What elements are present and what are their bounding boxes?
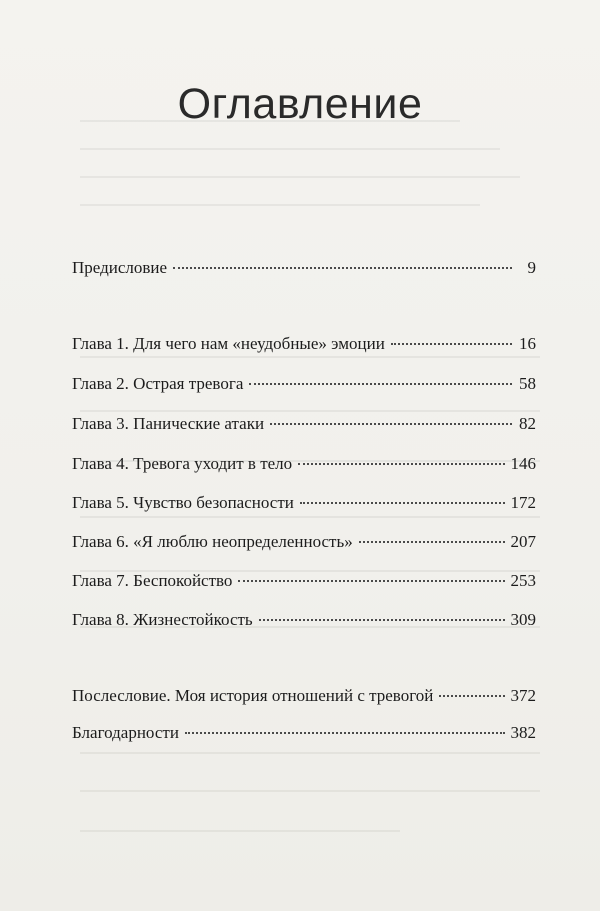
- show-through-line: [80, 176, 520, 178]
- toc-entry-title: Глава 7. Беспокойство: [72, 571, 233, 590]
- toc-leader-dots: [298, 462, 504, 465]
- toc-entry-title: Глава 2. Острая тревога: [72, 374, 244, 393]
- toc-leader-dots: [259, 618, 505, 621]
- show-through-line: [80, 148, 500, 150]
- toc-entry-page: 58: [519, 374, 536, 393]
- show-through-line: [80, 516, 540, 518]
- toc-entry: [72, 371, 536, 397]
- toc-entry: [72, 255, 536, 281]
- toc-entry-page: 172: [510, 493, 536, 512]
- toc-leader-dots: [439, 694, 504, 697]
- toc-entry-page: 16: [519, 334, 536, 353]
- toc-entry: [72, 568, 536, 594]
- toc-entry: [72, 683, 536, 709]
- toc-entry-page: 9: [527, 258, 536, 277]
- toc-entry-title: Предисловие: [72, 258, 168, 277]
- toc-leader-dots: [185, 731, 505, 734]
- toc-entry: [72, 607, 536, 633]
- show-through-line: [80, 790, 540, 792]
- show-through-line: [80, 204, 480, 206]
- toc-entry-page: 207: [510, 532, 536, 551]
- toc-leader-dots: [391, 342, 512, 345]
- toc-entry-title: Глава 8. Жизнестойкость: [72, 610, 253, 629]
- page-title: Оглавление: [177, 80, 423, 128]
- toc-entry-page: 382: [510, 723, 536, 742]
- toc-entry-page: 309: [510, 610, 536, 629]
- toc-entry: [72, 490, 536, 516]
- toc-leader-dots: [270, 422, 512, 425]
- toc-entry-page: 146: [510, 454, 536, 473]
- toc-leader-dots: [238, 579, 504, 582]
- toc-entry: [72, 331, 536, 357]
- show-through-line: [80, 830, 400, 832]
- toc-entry-page: 372: [510, 686, 536, 705]
- toc-entry-title: Глава 4. Тревога уходит в тело: [72, 454, 293, 473]
- toc-entry-title: Благодарности: [72, 723, 179, 742]
- toc-entry-title: Глава 6. «Я люблю неопределенность»: [72, 532, 353, 551]
- show-through-line: [80, 752, 540, 754]
- toc-entry: [72, 720, 536, 746]
- toc-entry: [72, 529, 536, 555]
- toc-entry-title: Глава 3. Панические атаки: [72, 414, 265, 433]
- toc-leader-dots: [300, 501, 505, 504]
- toc-entry-title: Глава 1. Для чего нам «неудобные» эмоции: [72, 334, 385, 353]
- toc-leader-dots: [173, 266, 512, 269]
- toc-entry: [72, 451, 536, 477]
- toc-entry-page: 82: [519, 414, 536, 433]
- toc-entry-title: Глава 5. Чувство безопасности: [72, 493, 294, 512]
- toc-entry-page: 253: [510, 571, 536, 590]
- toc-leader-dots: [249, 382, 512, 385]
- toc-entry-title: Послесловие. Моя история отношений с тревогой: [72, 686, 434, 705]
- toc-entry: [72, 411, 536, 437]
- toc-leader-dots: [359, 540, 505, 543]
